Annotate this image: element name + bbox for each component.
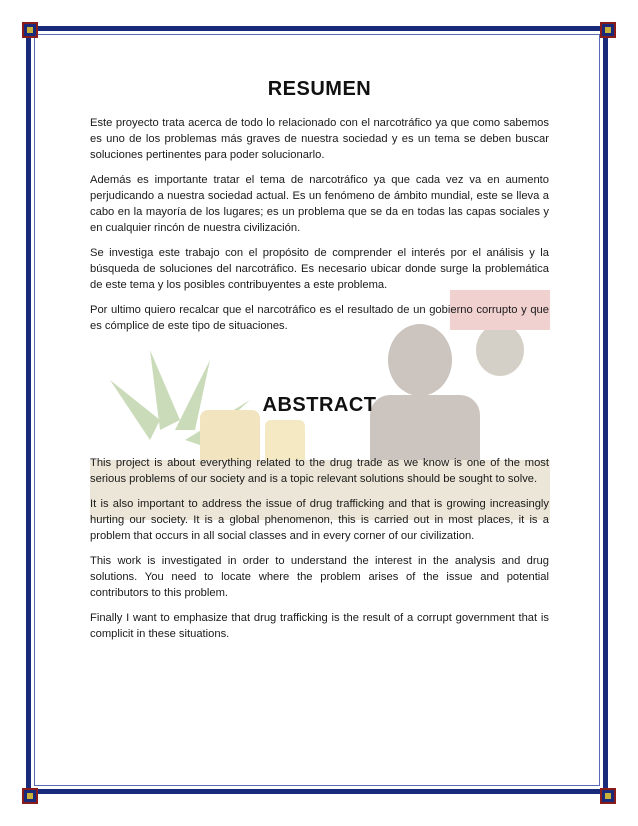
corner-ornament [22, 22, 38, 38]
resumen-paragraph: Además es importante tratar el tema de narcotráfico ya que cada vez va en aumento perjudicando a nuestra sociedad actual. Es un fenómeno de ámbito mundial, este se lleva a cabo en la mayoría de los lugares; es un problema que se da en todas las capas sociales y en cualquier rincón de nuestra civilización. [90, 174, 549, 234]
resumen-paragraph: Se investiga este trabajo con el propósito de comprender el interés por el análisis y la búsqueda de soluciones del narcotráfico. Es necesario ubicar donde surge la problemática de este tema y los posibles contribuyentes a este problema. [90, 247, 549, 291]
corner-ornament [600, 22, 616, 38]
abstract-paragraph: This project is about everything related to the drug trade as we know is one of the most serious problems of our society and is a topic relevant solutions should be sought to solve. [90, 457, 549, 485]
corner-ornament [22, 788, 38, 804]
abstract-heading: ABSTRACT [262, 394, 377, 416]
abstract-paragraph: It is also important to address the issue of drug trafficking and that is growing increasingly hurting our society. It is a global phenomenon, this is carried out in most places, it is a problem that occurs in all social classes and in every corner of our civilization. [90, 498, 549, 542]
document-body [90, 78, 549, 651]
abstract-paragraph: This work is investigated in order to understand the interest in the analysis and drug solutions. You need to locate where the problem arises of the issue and potential contributors to this problem. [90, 555, 549, 599]
resumen-paragraph: Por ultimo quiero recalcar que el narcotráfico es el resultado de un gobierno corrupto y que es cómplice de este tipo de situaciones. [90, 304, 549, 332]
corner-ornament [600, 788, 616, 804]
abstract-paragraph: Finally I want to emphasize that drug trafficking is the result of a corrupt government that is complicit in these situations. [90, 612, 549, 640]
resumen-paragraph: Este proyecto trata acerca de todo lo relacionado con el narcotráfico ya que como sabemos es uno de los problemas más graves de nuestra sociedad y es un tema se deben buscar soluciones pertinentes para poder solucionarlo. [90, 117, 549, 161]
resumen-heading: RESUMEN [267, 78, 372, 100]
